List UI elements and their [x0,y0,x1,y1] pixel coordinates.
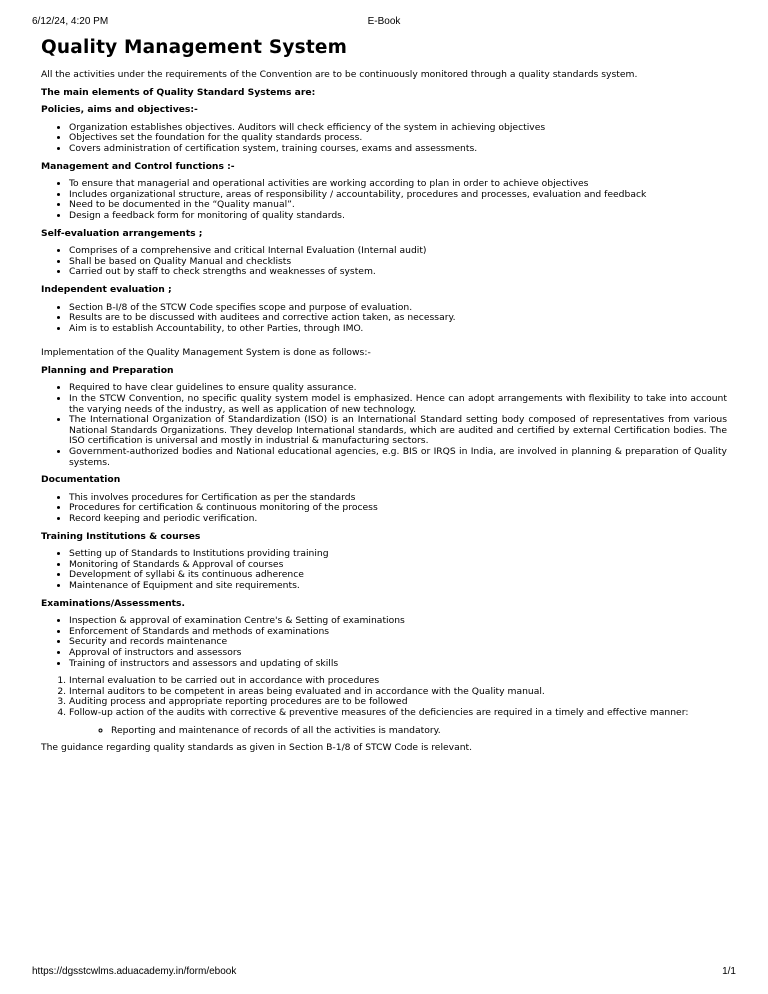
list-item: • Aim is to establish Accountability, to other Parties, through IMO. [69,324,727,335]
section-heading: Policies, aims and objectives:- [41,104,198,116]
list-item: • Comprises of a comprehensive and critical Internal Evaluation (Internal audit) [69,246,727,257]
numbered-item: 3. Auditing process and appropriate reporting procedures are to be followed [69,697,727,708]
numbered-item [69,708,727,736]
list-item: • Objectives set the foundation for the quality standards process. [69,133,727,144]
print-footer [0,966,768,978]
print-page-title: E-Book [367,16,401,27]
print-header [0,16,768,28]
document-title: Quality Management System [41,37,348,58]
document-body [41,36,727,761]
sub-list-item: ◦ Reporting and maintenance of records of all the activities is mandatory. [111,726,727,737]
list-item: • Security and records maintenance [69,637,727,648]
numbered-item-text: Follow-up action of the audits with corrective & preventive measures of the deficiencies are required in a timely and effective manner: [69,706,689,718]
bullet-list [41,383,727,468]
print-datetime: 6/12/24, 4:20 PM [32,16,109,27]
list-item: • Need to be documented in the “Quality manual”. [69,200,727,211]
list-item: • Shall be based on Quality Manual and checklists [69,257,727,268]
list-item: • Organization establishes objectives. Auditors will check efficiency of the system in achieving objectives [69,123,727,134]
implementation-paragraph: Implementation of the Quality Management System is done as follows:- [41,347,371,359]
section-heading: Documentation [41,474,121,486]
list-item: • Maintenance of Equipment and site requirements. [69,581,727,592]
main-elements-heading: The main elements of Quality Standard Systems are: [41,86,316,98]
list-item: • Procedures for certification & continuous monitoring of the process [69,503,727,514]
numbered-item: 2. Internal auditors to be competent in areas being evaluated and in accordance with the Quality manual. [69,687,727,698]
list-item: • Record keeping and periodic verification. [69,514,727,525]
list-item: • To ensure that managerial and operational activities are working according to plan in order to achieve objectives [69,179,727,190]
bullet-list [41,549,727,591]
bullet-list [41,616,727,669]
list-item: • In the STCW Convention, no specific quality system model is emphasized. Hence can adopt arrangements with flexibility to take into account the varying needs of the industry, as well as application of new technology. [69,394,727,415]
bullet-list [41,246,727,278]
list-item: • Carried out by staff to check strengths and weaknesses of system. [69,267,727,278]
section-heading: Independent evaluation ; [41,283,172,295]
bullet-list [41,303,727,335]
bullet-list [41,123,727,155]
list-item: • The International Organization of Standardization (ISO) is an International Standard setting body composed of representatives from various National Standards Organizations. They develop International standards, which are audited and certified by external Certification bodies. The ISO certification is universal and mostly in industrial & manufacturing sectors. [69,415,727,447]
intro-paragraph: All the activities under the requirements of the Convention are to be continuously monitored through a quality standards system. [41,69,638,80]
list-item: • Required to have clear guidelines to ensure quality assurance. [69,383,727,394]
section-heading: Training Institutions & courses [41,530,201,542]
list-item: • Inspection & approval of examination Centre's & Setting of examinations [69,616,727,627]
list-item: • Development of syllabi & its continuous adherence [69,570,727,581]
list-item: • Section B-I/8 of the STCW Code specifies scope and purpose of evaluation. [69,303,727,314]
closing-paragraph: The guidance regarding quality standards as given in Section B-1/8 of STCW Code is relevant. [41,742,473,754]
list-item: • Covers administration of certification system, training courses, exams and assessments. [69,144,727,155]
list-item: • Government-authorized bodies and National educational agencies, e.g. BIS or IRQS in India, are involved in planning & preparation of Quality systems. [69,447,727,468]
numbered-item: 1. Internal evaluation to be carried out in accordance with procedures [69,676,727,687]
bullet-list [41,179,727,221]
list-item: • Includes organizational structure, areas of responsibility / accountability, procedures and processes, evaluation and feedback [69,190,727,201]
list-item: • Training of instructors and assessors and updating of skills [69,659,727,670]
section-heading: Planning and Preparation [41,364,174,376]
print-page-number: 1/1 [722,966,736,977]
list-item: • Design a feedback form for monitoring of quality standards. [69,211,727,222]
section-heading: Examinations/Assessments. [41,597,185,609]
section-heading: Management and Control functions :- [41,160,235,172]
numbered-list [41,676,727,736]
list-item: • Setting up of Standards to Institutions providing training [69,549,727,560]
list-item: • Enforcement of Standards and methods of examinations [69,627,727,638]
list-item: • Approval of instructors and assessors [69,648,727,659]
list-item: • Monitoring of Standards & Approval of courses [69,560,727,571]
bullet-list [41,493,727,525]
list-item: • Results are to be discussed with auditees and corrective action taken, as necessary. [69,313,727,324]
print-url: https://dgsstcwlms.aduacademy.in/form/ebook [32,966,237,977]
list-item: • This involves procedures for Certification as per the standards [69,493,727,504]
sub-bullet-list [69,726,727,737]
section-heading: Self-evaluation arrangements ; [41,227,203,239]
